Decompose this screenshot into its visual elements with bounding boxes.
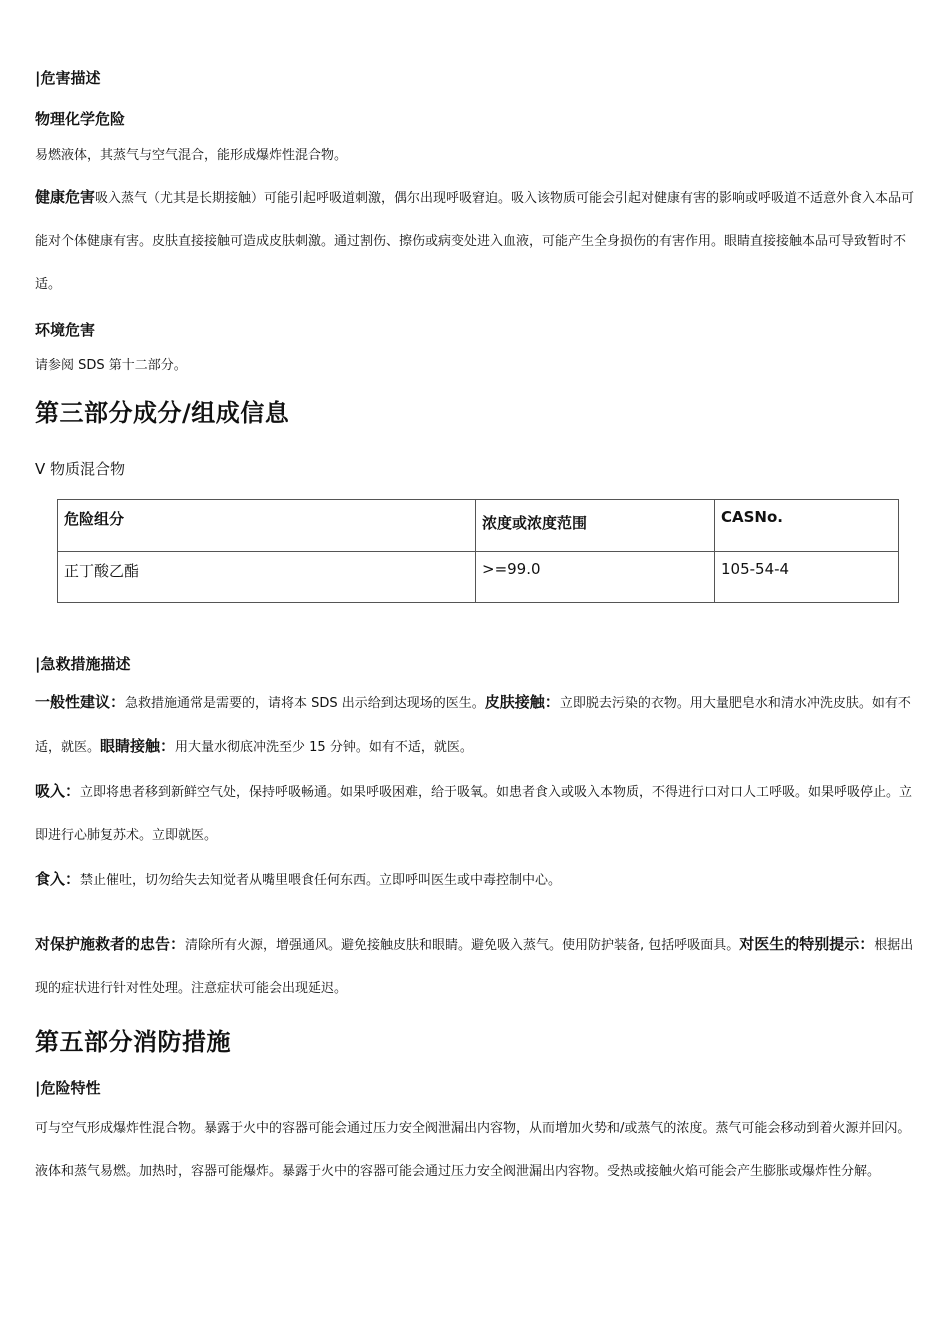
fire-hazard-text: 可与空气形成爆炸性混合物。暴露于火中的容器可能会通过压力安全阀泄漏出内容物，从而增加火势和/或蒸气的浓度。蒸气可能会移动到着火源并回闪。液体和蒸气易燃。加热时，容器可能爆炸。暴露于火中的容器可能会通过压力安全阀泄漏出内容物。受热或接触火焰可能会产生膨胀或爆炸性分解。 xyxy=(35,1121,911,1179)
eye-contact-label: 眼睛接触： xyxy=(100,737,176,755)
table-header-cell: 浓度或浓度范围 xyxy=(476,500,715,552)
health-hazard-paragraph xyxy=(35,176,917,306)
table-row xyxy=(58,552,899,603)
table-header-row xyxy=(58,500,899,552)
physchem-hazard-title: 物理化学危险 xyxy=(35,110,126,128)
skin-contact-label: 皮肤接触： xyxy=(484,693,560,711)
first-aid-heading: |急救措施描述 xyxy=(35,655,131,673)
first-aid-paragraph-4 xyxy=(35,923,917,1010)
section5-title: 第五部分消防措施 xyxy=(35,1028,231,1056)
first-aid-paragraph-2 xyxy=(35,770,917,857)
physchem-hazard-text: 易燃液体，其蒸气与空气混合，能形成爆炸性混合物。 xyxy=(35,148,348,163)
first-aid-paragraph-1 xyxy=(35,681,917,769)
table-cell: 105-54-4 xyxy=(715,552,899,603)
composition-table xyxy=(57,499,899,603)
doctor-note-text: 根据出现的症状进行针对性处理。注意症状可能会出现延迟。 xyxy=(35,938,914,996)
env-hazard-text: 请参阅 SDS 第十二部分。 xyxy=(35,358,187,373)
table-cell: 正丁酸乙酯 xyxy=(58,552,476,603)
skin-contact-text: 立即脱去污染的衣物。用大量肥皂水和清水冲洗皮肤。如有不适，就医。 xyxy=(35,696,911,755)
table-header-cell: CASNo. xyxy=(715,500,899,552)
general-advice-label: 一般性建议： xyxy=(35,693,126,711)
eye-contact-text: 用大量水彻底冲洗至少 15 分钟。如有不适，就医。 xyxy=(175,740,473,755)
health-hazard-text: 吸入蒸气（尤其是长期接触）可能引起呼吸道刺激，偶尔出现呼吸窘迫。吸入该物质可能会引起对健康有害的影响或呼吸道不适意外食入本品可能对个体健康有害。皮肤直接接触可造成皮肤刺激。通过割伤、擦伤或病变处进入血液，可能产生全身损伤的有害作用。眼睛直接接触本品可导致暂时不适。 xyxy=(35,191,915,292)
general-advice-text: 急救措施通常是需要的，请将本 SDS 出示给到达现场的医生。 xyxy=(125,696,485,711)
section3-title: 第三部分成分/组成信息 xyxy=(35,399,290,427)
ingestion-text: 禁止催吐，切勿给失去知觉者从嘴里喂食任何东西。立即呼叫医生或中毒控制中心。 xyxy=(80,873,562,888)
ingestion-label: 食入： xyxy=(35,870,81,888)
table-header-cell: 危险组分 xyxy=(58,500,476,552)
health-hazard-label: 健康危害 xyxy=(35,188,96,206)
fire-hazard-heading: |危险特性 xyxy=(35,1079,101,1097)
env-hazard-title: 环境危害 xyxy=(35,321,96,339)
inhalation-label: 吸入： xyxy=(35,782,81,800)
inhalation-text: 立即将患者移到新鲜空气处，保持呼吸畅通。如果呼吸困难，给于吸氧。如患者食入或吸入本物质，不得进行口对口人工呼吸。如果呼吸停止。立即进行心肺复苏术。立即就医。 xyxy=(35,785,913,843)
mixture-label: V 物质混合物 xyxy=(35,460,126,478)
first-aid-paragraph-3 xyxy=(35,869,917,891)
table-cell: >=99.0 xyxy=(476,552,715,603)
rescuer-advice-text: 清除所有火源，增强通风。避免接触皮肤和眼睛。避免吸入蒸气。使用防护装备, 包括呼吸面具。 xyxy=(185,938,740,953)
rescuer-advice-label: 对保护施救者的忠告： xyxy=(35,935,186,953)
hazard-description-heading: |危害描述 xyxy=(35,69,101,87)
doctor-note-label: 对医生的特别提示： xyxy=(739,935,875,953)
